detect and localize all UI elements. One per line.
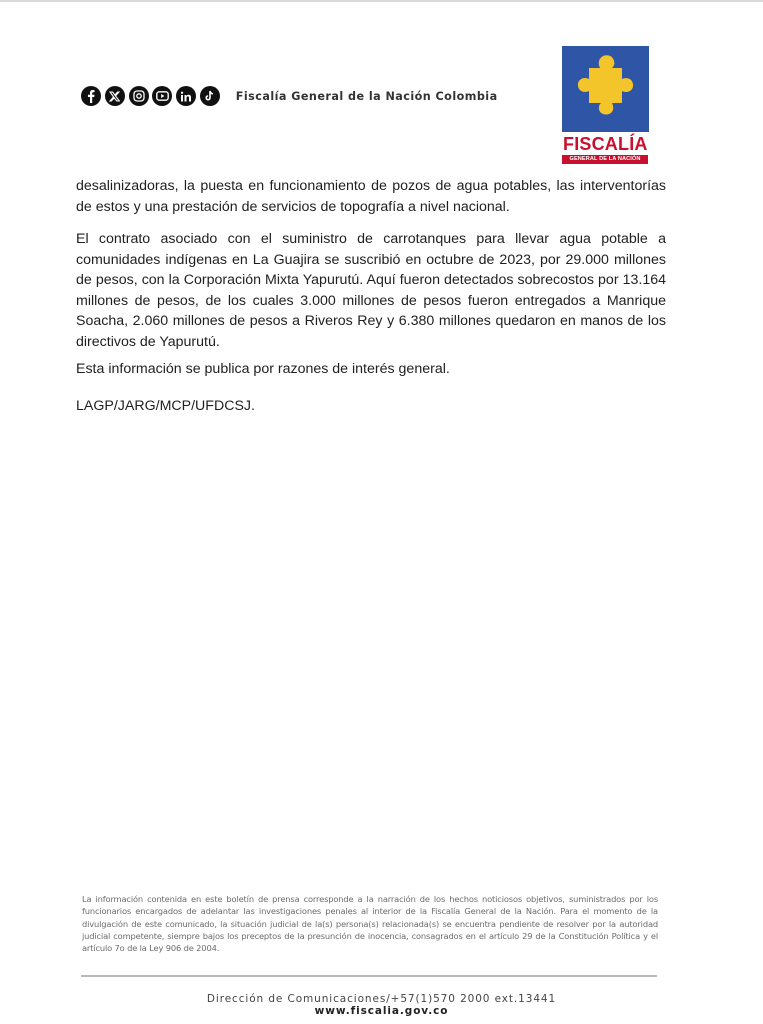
facebook-icon[interactable] [81,86,101,106]
paragraph-3: Esta información se publica por razones de interés general. [76,361,450,377]
fiscalia-logo [562,46,649,164]
social-media-bar [81,85,498,107]
page-top-border [0,0,763,2]
reference-code: LAGP/JARG/MCP/UFDCSJ. [76,398,255,414]
paragraph-1: desalinizadoras, la puesta en funcionamiento de pozos de agua potables, las interventorías de estos y una prestación de servicios de topografía a nivel nacional. [76,178,666,215]
linkedin-icon[interactable] [176,86,196,106]
contact-info: Dirección de Comunicaciones/+57(1)570 2000 ext.13441 [206,993,557,1005]
legal-disclaimer: La información contenida en este boletín de prensa corresponde a la narración de los hechos noticiosos objetivos, suministrados por los funcionarios encargados de adelantar las investigaciones penales al interior de la Fiscalía General de la Nación. Para el momento de la divulgación de este comunicado, la situación judicial de la(s) persona(s) relacionada(s) se encuentra pendiente de resolver por la autoridad judicial competente, siempre bajos los preceptos de la presunción de inocencia, consagrados en el artículo 29 de la Constitución Política y el artículo 7o de la Ley 906 de 2004. [82,894,658,954]
organization-name: Fiscalía General de la Nación Colombia [235,89,498,103]
logo-subtitle: GENERAL DE LA NACIÓN [562,155,648,164]
puzzle-piece-icon [562,46,649,132]
instagram-icon[interactable] [129,86,149,106]
website-link[interactable]: www.fiscalia.gov.co [314,1005,449,1017]
paragraph-2: El contrato asociado con el suministro de carrotanques para llevar agua potable a comunidades indígenas en La Guajira se suscribió en octubre de 2023, por 29.000 millones de pesos, con la Corporación Mixta Yapurutú. Aquí fueron detectados sobrecostos por 13.164 millones de pesos, de los cuales 3.000 millones de pesos fueron entregados a Manrique Soacha, 2.060 millones de pesos a Riveros Rey y 6.380 millones quedaron en manos de los directivos de Yapurutú. [76,231,666,350]
tiktok-icon[interactable] [200,86,220,106]
youtube-icon[interactable] [152,86,172,106]
logo-emblem [562,46,649,132]
footer-divider [81,975,657,977]
logo-wordmark: FISCALÍA [563,134,648,154]
x-twitter-icon[interactable] [105,86,125,106]
